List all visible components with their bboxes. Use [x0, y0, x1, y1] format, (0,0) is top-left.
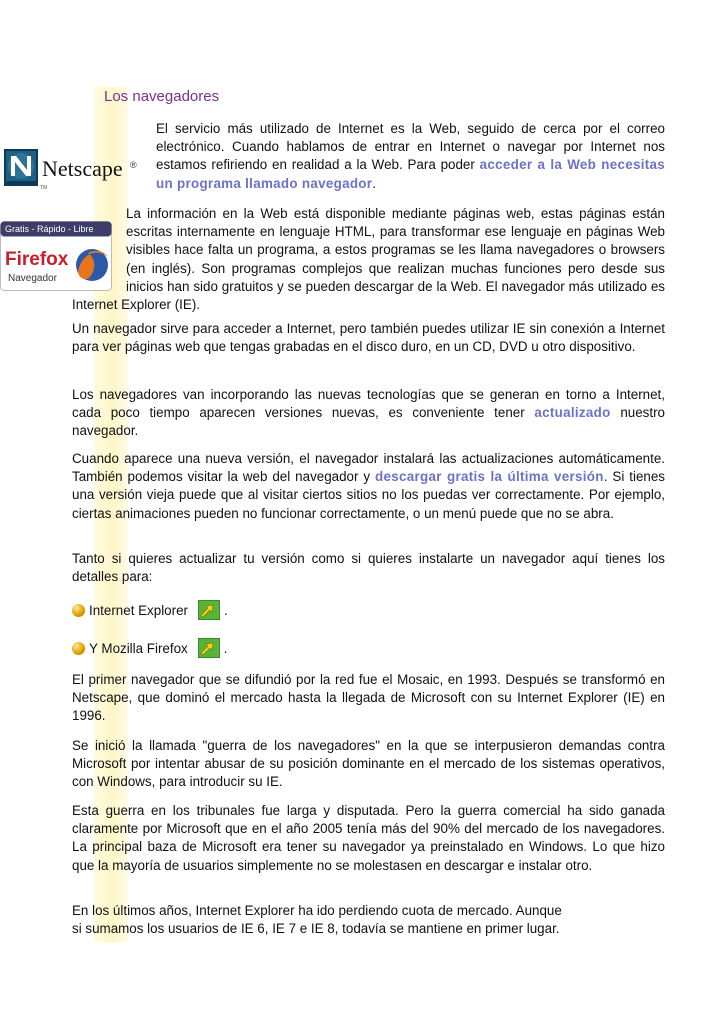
paragraph-primer-navegador: El primer navegador que se difundió por la red fue el Mosaic, en 1993. Después se transformó en Netscape, que dominó el mercado hasta la llegada de Microsoft con su Internet Explorer (IE) en 1996. [72, 672, 665, 724]
paragraph-ultimos-anos: En los últimos años, Internet Explorer ha ido perdiendo cuota de mercado. Aunque si sumamos los usuarios de IE 6, IE 7 e IE 8, todavía se mantiene en primer lugar. [72, 903, 562, 937]
list-item-label: Internet Explorer [89, 602, 188, 618]
paragraph-detalles: Tanto si quieres actualizar tu versión como si quieres instalarte un navegador aquí tienes los detalles para: [72, 551, 665, 585]
paragraph-guerra-tribunales: Esta guerra en los tribunales fue larga y disputada. Pero la guerra comercial ha sido ganada claramente por Microsoft que en el año 2005 tenía más del 90% del mercado de los navegadores. La principal baza de Microsoft era tener su navegador ya preinstalado en Windows. Lo que hizo que la mayoría de usuarios simplemente no se molestasen en descargar e instalar otro. [72, 803, 665, 873]
svg-text:Navegador: Navegador [8, 273, 57, 284]
paragraph-intro: El servicio más utilizado de Internet es la Web, seguido de cerca por el correo electrónico. Cuando hablamos de entrar en Internet o navegar por Internet nos estamos refiriendo en realidad a la Web. Para poder acceder a la Web necesitas un programa llamado navegador. [156, 121, 665, 191]
list-item-suffix: . [224, 602, 228, 618]
list-item-suffix: . [223, 640, 228, 656]
paragraph-uso-navegador: Un navegador sirve para acceder a Internet, pero también puedes utilizar IE sin conexión a Internet para ver páginas web que tengas grabadas en el disco duro, en un CD, DVD u otro dispositivo. [72, 321, 665, 355]
paragraph-guerra-navegadores: Se inició la llamada "guerra de los navegadores" en la que se interpusieron demandas contra Microsoft por intentar abusar de su posición dominante en el mercado de los sistemas operativos, con Windows, para introducir su IE. [72, 738, 665, 790]
go-arrow-icon[interactable] [198, 638, 220, 658]
svg-text:Firefox: Firefox [5, 249, 69, 270]
paragraph-nuevas-tecnologias: Los navegadores van incorporando las nuevas tecnologías que se generan en torno a Internet, cada poco tiempo aparecen versiones nuevas, es conveniente tener actualizado nuestro navegador. [72, 387, 665, 439]
go-arrow-icon[interactable] [198, 600, 220, 620]
list-item-label: Y Mozilla Firefox [89, 640, 188, 656]
list-item-internet-explorer [72, 600, 228, 620]
list-item-firefox [72, 638, 227, 658]
link-acceder-navegador[interactable]: acceder a la Web necesitas un programa llamado navegador [156, 157, 665, 191]
svg-text:Netscape: Netscape [42, 156, 123, 181]
svg-text:Gratis - Rápido - Libre: Gratis - Rápido - Libre [5, 224, 94, 234]
link-descargar-ultima-version[interactable]: descargar gratis la última versión [375, 469, 604, 485]
page-title: Los navegadores [104, 88, 220, 105]
svg-text:®: ® [130, 160, 137, 170]
paragraph-informacion: La información en la Web está disponible mediante páginas web, estas páginas están escritas internamente en lenguaje HTML, para transformar ese lenguaje en páginas Web visibles hace falta un programa, a estos programas se les llama navegadores o browsers (en inglés). Son programas complejos que realizan muchas funciones pero desde sus inicios han sido gratuitos y se pueden descargar de la Web. El navegador más utilizado es Internet Explorer (IE). [72, 206, 665, 313]
svg-text:TM: TM [40, 185, 48, 191]
paragraph-nueva-version: Cuando aparece una nueva versión, el navegador instalará las actualizaciones automáticamente. También podemos visitar la web del navegador y descargar gratis la última versión. Si tienes una versión vieja puede que al visitar ciertos sitios no los puedas ver correctamente. Por ejemplo, ciertas animaciones pueden no funcionar correctamente, o un menú puede que no se abra. [72, 451, 665, 521]
bullet-icon [72, 604, 85, 617]
bullet-icon [72, 642, 85, 655]
link-actualizado[interactable]: actualizado [534, 405, 611, 421]
